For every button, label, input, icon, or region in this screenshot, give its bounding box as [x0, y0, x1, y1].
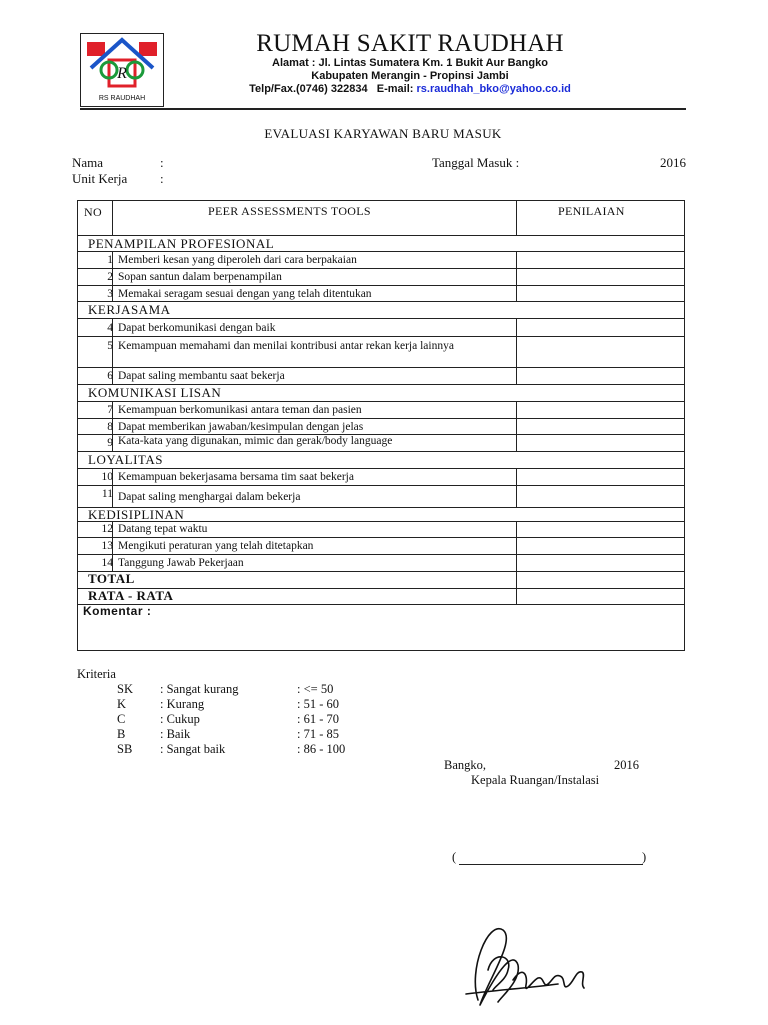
section-title: KERJASAMA	[88, 302, 171, 317]
comment-label: Komentar :	[83, 604, 152, 618]
item-text: Memakai seragam sesuai dengan yang telah ditentukan	[118, 288, 372, 300]
section-title: KOMUNIKASI LISAN	[88, 385, 222, 400]
logo-letter: R	[117, 65, 127, 82]
item-number: 10	[101, 471, 113, 483]
item-number: 13	[101, 540, 113, 552]
item-number: 11	[101, 488, 113, 500]
item-number: 5	[107, 340, 113, 352]
hospital-name: RUMAH SAKIT RAUDHAH	[256, 30, 564, 57]
signature-place: Bangko,	[444, 758, 487, 772]
nama-colon: :	[160, 155, 164, 170]
address-line-1: Alamat : Jl. Lintas Sumatera Km. 1 Bukit Aur Bangko	[272, 57, 548, 69]
section-title: LOYALITAS	[88, 452, 163, 467]
signature-role: Kepala Ruangan/Instalasi	[471, 773, 600, 787]
total-label: TOTAL	[88, 571, 135, 586]
tanggal-year: 2016	[660, 155, 686, 170]
section-title: KEDISIPLINAN	[88, 507, 185, 522]
item-text: Sopan santun dalam berpenampilan	[118, 271, 282, 283]
criteria-range: : 71 - 85	[297, 727, 340, 741]
nama-label: Nama	[72, 155, 104, 170]
col-header-tools: PEER ASSESSMENTS TOOLS	[208, 204, 371, 218]
document-title: EVALUASI KARYAWAN BARU MASUK	[264, 126, 502, 141]
phone-text: Telp/Fax.(0746) 322834	[249, 83, 368, 95]
unit-kerja-colon: :	[160, 171, 164, 186]
signature-name-line	[459, 864, 643, 865]
signature-year: 2016	[614, 758, 639, 772]
criteria-code: SK	[117, 682, 133, 696]
criteria-desc: : Baik	[160, 727, 191, 741]
email-label: E-mail:	[376, 83, 414, 95]
item-number: 12	[101, 523, 113, 535]
criteria-heading: Kriteria	[77, 667, 116, 681]
signature-open-paren: (	[452, 850, 457, 864]
item-text: Dapat saling membantu saat bekerja	[118, 370, 285, 382]
item-number: 7	[107, 404, 113, 416]
header-divider	[80, 108, 686, 110]
col-header-score: PENILAIAN	[558, 204, 625, 218]
average-label: RATA - RATA	[88, 588, 174, 603]
address-line-2: Kabupaten Merangin - Propinsi Jambi	[311, 70, 509, 82]
email-link[interactable]: rs.raudhah_bko@yahoo.co.id	[416, 83, 571, 95]
hospital-logo	[80, 33, 164, 107]
section-title: PENAMPILAN PROFESIONAL	[88, 236, 275, 251]
item-number: 9	[107, 437, 113, 449]
criteria-code: B	[117, 727, 126, 741]
item-text: Kemampuan berkomunikasi antara teman dan pasien	[118, 404, 362, 416]
criteria-desc: : Sangat kurang	[160, 682, 239, 696]
item-text: Kata-kata yang digunakan, mimic dan gerak/body language	[118, 435, 393, 447]
criteria-range: : 51 - 60	[297, 697, 340, 711]
handwritten-signature	[458, 910, 598, 1025]
col-header-no: NO	[84, 205, 102, 219]
item-number: 14	[101, 557, 113, 569]
criteria-range: : 61 - 70	[297, 712, 340, 726]
assessment-table	[77, 200, 685, 651]
item-text: Mengikuti peraturan yang telah ditetapkan	[118, 540, 314, 552]
criteria-code: K	[117, 697, 127, 711]
item-text: Dapat berkomunikasi dengan baik	[118, 322, 276, 334]
item-number: 3	[107, 288, 113, 300]
criteria-range: : 86 - 100	[297, 742, 346, 756]
item-text: Tanggung Jawab Pekerjaan	[118, 557, 244, 569]
criteria-desc: : Sangat baik	[160, 742, 226, 756]
logo-text: RS RAUDHAH	[98, 95, 146, 102]
item-number: 4	[107, 322, 113, 334]
item-number: 1	[107, 254, 113, 266]
item-number: 6	[107, 370, 113, 382]
criteria-code: C	[117, 712, 126, 726]
criteria-desc: : Cukup	[160, 712, 200, 726]
item-number: 8	[107, 421, 113, 433]
item-text: Kemampuan bekerjasama bersama tim saat bekerja	[118, 471, 354, 483]
tanggal-masuk-label: Tanggal Masuk :	[432, 155, 520, 170]
criteria-desc: : Kurang	[160, 697, 205, 711]
item-text: Dapat saling menghargai dalam bekerja	[118, 491, 301, 503]
item-text: Datang tepat waktu	[118, 523, 208, 535]
signature-close-paren: )	[642, 850, 647, 864]
item-text: Kemampuan memahami dan menilai kontribusi antar rekan kerja lainnya	[118, 340, 454, 352]
item-number: 2	[107, 271, 113, 283]
contact-line	[175, 83, 645, 95]
unit-kerja-label: Unit Kerja	[72, 171, 128, 186]
criteria-range: : <= 50	[297, 682, 334, 696]
item-text: Dapat memberikan jawaban/kesimpulan dengan jelas	[118, 421, 364, 433]
item-text: Memberi kesan yang diperoleh dari cara berpakaian	[118, 254, 357, 266]
criteria-code: SB	[117, 742, 133, 756]
